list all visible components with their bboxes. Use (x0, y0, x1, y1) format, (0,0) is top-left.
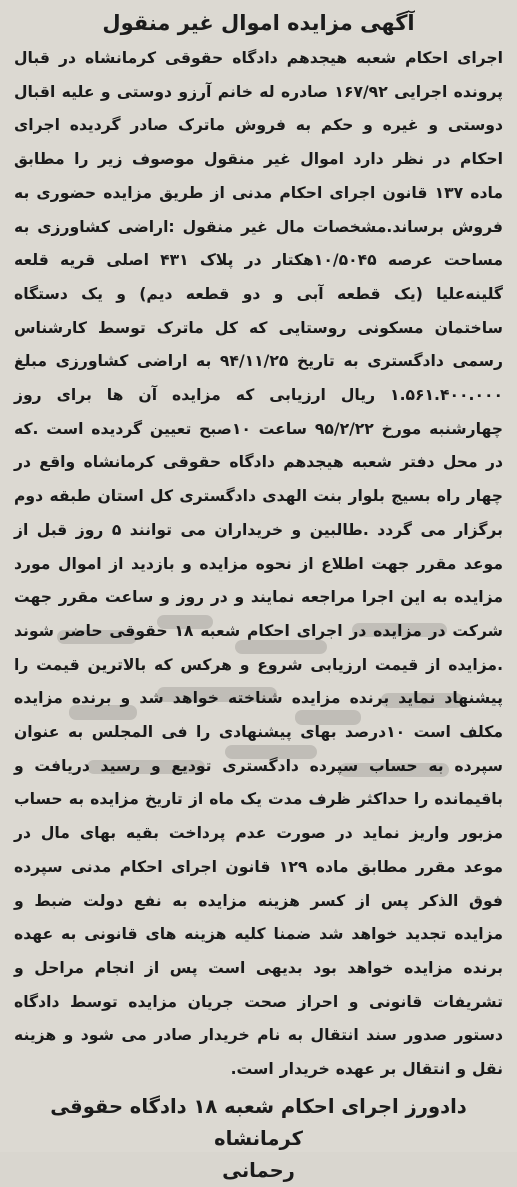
notice-title: آگهی مزایده اموال غیر منقول (102, 11, 415, 35)
notice-body: اجرای احکام شعبه هیجدهم دادگاه حقوقی کرمانشاه در قبال پرونده اجرایی ۱۶۷/۹۲ صادره له خانم آرزو دوستی و علیه اقبال دوستی و غیره و حکم به فروش ماترک صادر گردیده اجرای احکام در نظر دارد اموال غیر منقول موصوف زیر را مطابق ماده ۱۳۷ قانون اجرای احکام مدنی از طریق مزایده حضوری به فروش برساند.مشخصات مال غیر منقول :اراضی کشاورزی به مساحت عرصه ۱۰/۵۰۴۵هکتار در پلاک ۴۳۱ اصلی قریه قلعه گلینه‌علیا (یک قطعه آبی و دو قطعه دیم) و یک دستگاه ساختمان مسکونی روستایی که کل ماترک توسط کارشناس رسمی دادگستری به تاریخ ۹۴/۱۱/۲۵ به اراضی کشاورزی مبلغ ۱.۵۶۱.۴۰۰.۰۰۰ ریال ارزیابی که مزایده آن ها برای روز چهارشنبه مورخ ۹۵/۲/۲۲ ساعت ۱۰صبح تعیین گردیده است .که در محل دفتر شعبه هیجدهم دادگاه حقوقی کرمانشاه واقع در چهار راه بسیج بلوار بنت الهدی دادگستری کل استان طبقه دوم برگزار می گردد .طالبین و خریداران می توانند ۵ روز قبل از موعد مقرر جهت اطلاع از نحوه مزایده و بازدید از اموال مورد مزایده به این اجرا مراجعه نمایند و در روز و ساعت مقرر جهت شرکت در مزایده در اجرای احکام شعبه ۱۸ حقوقی حاضر شوند .مزایده از قیمت ارزیابی شروع و هرکس که بالاترین قیمت را پیشنهاد نماید برنده مزایده شناخته خواهد شد و برنده مزایده مکلف است ۱۰درصد بهای پیشنهادی را فی المجلس به عنوان سپرده به حساب سپرده دادگستری تودیع و رسید دریافت و باقیمانده را حداکثر ظرف مدت یک ماه از تاریخ مزایده به حساب مزبور واریز نماید در صورت عدم پرداخت بقیه بهای مال در موعد مقرر مطابق ماده ۱۲۹ قانون اجرای احکام مدنی سپرده فوق الذکر پس از کسر هزینه مزایده به نفع دولت ضبط و مزایده تجدید خواهد شد ضمنا کلیه هزینه های قانونی به عهده برنده مزایده خواهد بود بدیهی است پس از انجام مراحل و تشریفات قانونی و احراز صحت جریان مزایده توسط دادگاه دستور صدور سند انتقال به نام خریدار صادر می شود و هزینه نقل و انتقال بر عهده خریدار است. (14, 49, 503, 1079)
signature-title: دادورز اجرای احکام شعبه ۱۸ دادگاه حقوقی کرمانشاه (50, 1094, 467, 1150)
signature-name: رحمانی (222, 1158, 295, 1182)
